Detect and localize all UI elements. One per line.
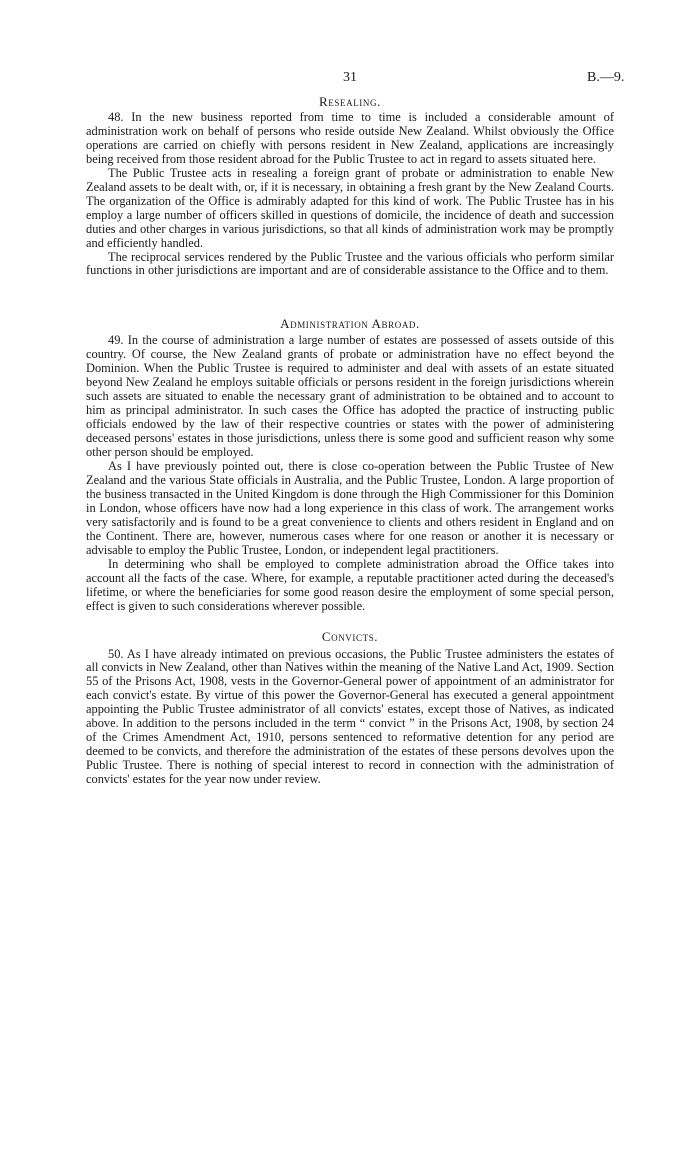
section-resealing	[86, 94, 614, 278]
paragraph: 50. As I have already intimated on previous occasions, the Public Trustee administers the estates of all convicts in New Zealand, other than Natives within the meaning of the Native Land Act, 1909. Section 55 of the Prisons Act, 1908, vests in the Governor-General power of appointment of an administrator for each convict's estate. By virtue of this power the Governor-General has executed a general appointment appointing the Public Trustee administrator of all convicts' estates, except those of Natives, as indicated above. In addition to the persons included in the term “ convict ” in the Prisons Act, 1908, by section 24 of the Crimes Amendment Act, 1910, persons sentenced to reformative detention for any period are deemed to be convicts, and therefore the administration of the estates of these persons devolves upon the Public Trustee. There is nothing of special interest to record in connection with the administration of convicts' estates for the year now under review.	[86, 646, 614, 787]
paragraph: 48. In the new business reported from time to time is included a considerable amount of administration work on behalf of persons who reside outside New Zealand. Whilst obviously the Office operations are carried on chiefly with persons resident in New Zealand, applications are increasingly being received from those resident abroad for the Public Trustee to act in regard to assets situated here.	[86, 110, 614, 166]
page-number: 31	[343, 70, 357, 85]
paragraph: The Public Trustee acts in resealing a foreign grant of probate or administration to enable New Zealand assets to be dealt with, or, if it is necessary, in obtaining a fresh grant by the New Zealand Courts. The organization of the Office is admirably adapted for this kind of work. The Public Trustee has in his employ a large number of officers skilled in questions of domicile, the incidence of death and succession duties and other charges in various jurisdictions, so that all kinds of administration work may be promptly and efficiently handled.	[86, 165, 614, 250]
section-heading: Administration Abroad.	[280, 316, 420, 332]
paragraph: In determining who shall be employed to complete administration abroad the Office takes into account all the facts of the case. Where, for example, a reputable practitioner acted during the deceased's lifetime, or where the beneficiaries for some good reason desire the employment of some special person, effect is given to such considerations wherever possible.	[86, 556, 614, 613]
section-heading: Convicts.	[321, 628, 379, 644]
section-convicts	[86, 629, 614, 788]
page-body	[86, 94, 614, 787]
section-administration-abroad	[86, 316, 614, 613]
paragraph: As I have previously pointed out, there is close co-operation between the Public Trustee of New Zealand and the various State officials in Australia, and the Public Trustee, London. A large proportion of the business transacted in the United Kingdom is done through the High Commissioner for this Dominion in London, whose officers have now had a long experience in this class of work. The arrangement works very satisfactorily and is found to be a great convenience to clients and others resident in England and on the Continent. There are, however, numerous cases where for one reason or another it is necessary or advisable to employ the Public Trustee, London, or independent legal practitioners.	[86, 459, 614, 557]
paragraph: 49. In the course of administration a large number of estates are possessed of assets outside of this country. Of course, the New Zealand grants of probate or administration have no effect beyond the Dominion. When the Public Trustee is required to administer and deal with assets of an estate situated beyond New Zealand he employs suitable officials or persons resident in the foreign jurisdictions wherein such assets are situated to enable the necessary grant of administration to be obtained and to account to him as principal administrator. In such cases the Office has adopted the practice of instructing public officials endowed by the law of their respective countries or states with the power of administering deceased persons' estates in those jurisdictions, unless there is some good and sufficient reason why some other person should be employed.	[86, 333, 614, 460]
document-reference: B.—9.	[587, 70, 625, 85]
paragraph: The reciprocal services rendered by the Public Trustee and the various officials who perform similar functions in other jurisdictions are important and are of considerable assistance to the Office and to them.	[86, 249, 614, 278]
section-heading: Resealing.	[319, 94, 381, 109]
